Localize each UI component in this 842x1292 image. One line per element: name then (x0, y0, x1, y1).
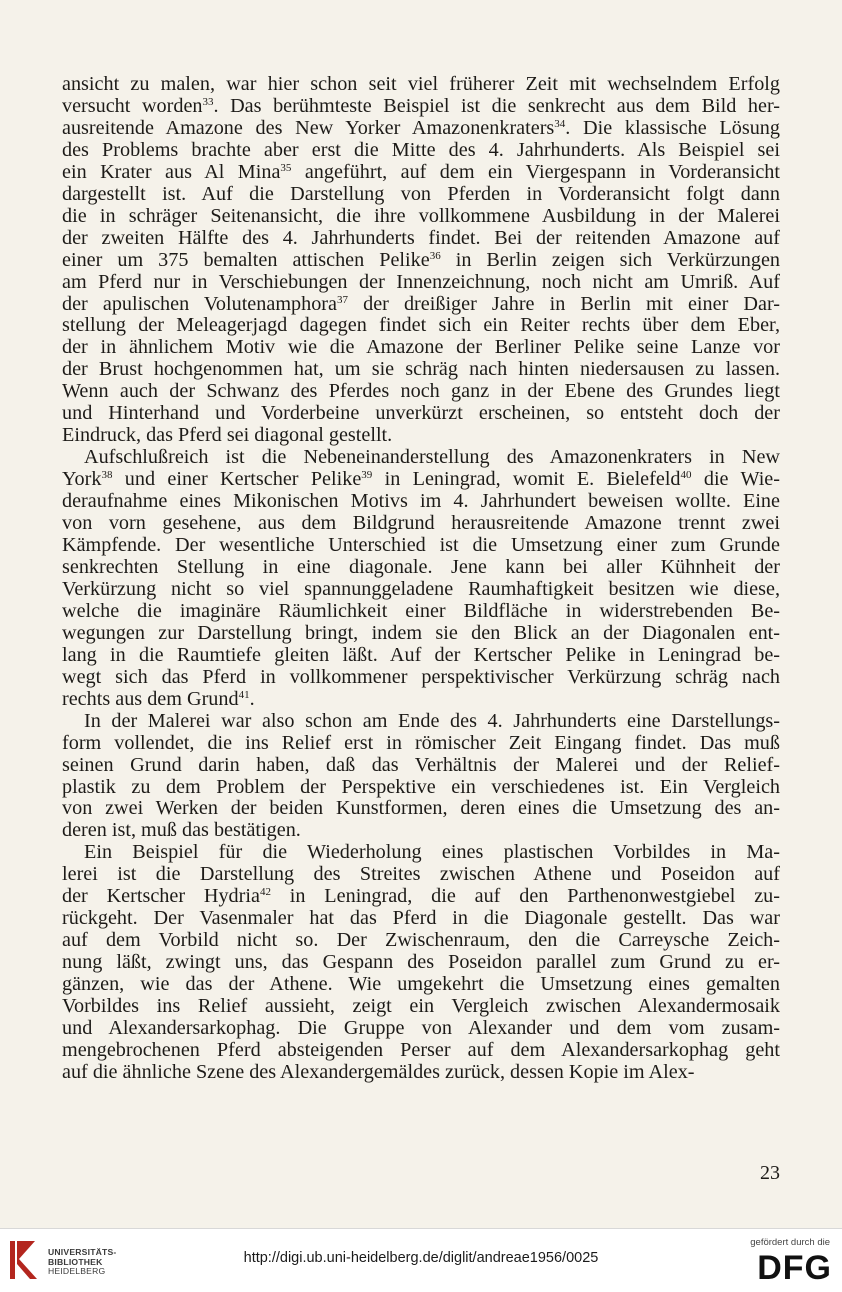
text-line: der zweiten Hälfte des 4. Jahrhunderts findet. Bei der reitenden Amazone auf (62, 226, 780, 249)
text-line: und Hinterhand und Vorderbeine unverkürzt erscheinen, so entsteht doch der (62, 402, 780, 425)
text-line: deren ist, muß das bestätigen. (62, 819, 301, 842)
dfg-logo[interactable]: DFG (757, 1249, 832, 1287)
text-line: plastik zu dem Problem der Perspektive ein verschiedenes ist. Ein Vergleich (62, 775, 780, 798)
text-line: von zwei Werken der beiden Kunstformen, deren eines die Umsetzung des an- (62, 797, 780, 820)
text-line: rückgeht. Der Vasenmaler hat das Pferd in die Diagonale gestellt. Das war (62, 907, 780, 930)
text-line: Verkürzung nicht so viel spannunggeladene Raumhaftigkeit besitzen wie diese, (62, 577, 780, 600)
text-line: des Problems brachte aber erst die Mitte des 4. Jahrhunderts. Als Beispiel sei (62, 138, 780, 161)
text-line: ein Krater aus Al Mina$^{35}$ angeführt, auf dem ein Viergespann in Vorderansicht (62, 160, 780, 183)
text-line: form vollendet, die ins Relief erst in römischer Zeit Eingang findet. Das muß (62, 731, 780, 754)
text-line: einer um 375 bemalten attischen Pelike$^{36}$ in Berlin zeigen sich Verkürzungen (62, 248, 780, 271)
text-line: der in ähnlichem Motiv wie die Amazone der Berliner Pelike seine Lanze vor (62, 336, 780, 359)
text-line: die in schräger Seitenansicht, die ihre vollkommene Ausbildung in der Malerei (62, 204, 780, 227)
page-number: 23 (760, 1162, 780, 1184)
institution-line: HEIDELBERG (48, 1266, 106, 1277)
text-line: wegungen zur Darstellung bringt, indem sie den Blick an der Diagonalen ent- (62, 621, 780, 644)
text-line: Wenn auch der Schwanz des Pferdes noch ganz in der Ebene des Grundes liegt (62, 380, 780, 403)
text-line: Eindruck, das Pferd sei diagonal gestellt. (62, 424, 393, 447)
text-line: der apulischen Volutenamphora$^{37}$ der dreißiger Jahre in Berlin mit einer Dar- (62, 292, 780, 315)
text-line: der Brust hochgenommen hat, um sie schräg nach hinten niedersausen zu lassen. (62, 358, 780, 381)
institution-line: BIBLIOTHEK (48, 1256, 103, 1267)
text-line: auf die ähnliche Szene des Alexandergemäldes zurück, dessen Kopie im Alex- (62, 1060, 695, 1083)
text-line: lerei ist die Darstellung des Streites zwischen Athene und Poseidon auf (62, 863, 780, 886)
sponsor-text: gefördert durch die (750, 1237, 830, 1248)
viewer-footer (0, 1228, 842, 1292)
text-line: In der Malerei war also schon am Ende des 4. Jahrhunderts eine Darstellungs- (84, 709, 780, 732)
text-line: nung läßt, zwingt uns, das Gespann des Poseidon parallel zum Grund zu er- (62, 951, 780, 974)
permalink-url[interactable]: http://digi.ub.uni-heidelberg.de/diglit/andreae1956/0025 (243, 1250, 599, 1266)
text-line: von vorn gesehene, aus dem Bildgrund herausreitende Amazone trennt zwei (62, 512, 780, 535)
text-line: dargestellt ist. Auf die Darstellung von Pferden in Vorderansicht folgt dann (62, 182, 780, 205)
text-line: und Alexandersarkophag. Die Gruppe von Alexander und dem vom zusam- (62, 1016, 780, 1039)
text-line: am Pferd nur in Verschiebungen der Innenzeichnung, noch nicht am Umriß. Auf (62, 270, 780, 293)
text-line: ansicht zu malen, war hier schon seit viel früherer Zeit mit wechselndem Erfolg (62, 73, 780, 95)
text-line: Vorbildes ins Relief aussieht, zeigt ein Vergleich zwischen Alexandermosaik (62, 995, 780, 1018)
text-line: deraufnahme eines Mikonischen Motivs im 4. Jahrhundert beweisen wollte. Eine (62, 490, 780, 513)
text-line: senkrechten Stellung in eine diagonale. Jene kann bei aller Kühnheit der (62, 555, 780, 578)
text-line: mengebrochenen Pferd absteigenden Perser auf dem Alexandersarkophag geht (62, 1038, 780, 1061)
text-line: versucht worden$^{33}$. Das berühmteste Beispiel ist die senkrecht aus dem Bild her- (62, 94, 780, 117)
text-line: lang in die Raumtiefe gleiten läßt. Auf der Kertscher Pelike in Leningrad be- (62, 643, 780, 666)
text-line: Kämpfende. Der wesentliche Unterschied ist die Umsetzung einer zum Grunde (62, 534, 780, 557)
institution-line: UNIVERSITÄTS- (48, 1247, 117, 1257)
text-line: stellung der Meleagerjagd dagegen findet sich ein Reiter rechts über dem Eber, (62, 314, 780, 337)
text-line: auf dem Vorbild nicht so. Der Zwischenraum, den die Carreysche Zeich- (62, 929, 780, 952)
text-line: seinen Grund darin haben, daß das Verhältnis der Malerei und der Relief- (62, 753, 780, 776)
text-line: York$^{38}$ und einer Kertscher Pelike$^{39}$ in Leningrad, womit E. Bielefeld$^{40}$ die Wie- (62, 468, 780, 491)
text-line: ausreitende Amazone des New Yorker Amazonenkraters$^{34}$. Die klassische Lösung (62, 116, 780, 139)
text-line: Ein Beispiel für die Wiederholung eines plastischen Vorbildes in Ma- (84, 841, 780, 864)
text-line: wegt sich das Pferd in vollkommener perspektivischer Verkürzung schräg nach (62, 665, 780, 688)
body-text (62, 74, 780, 1084)
text-line: der Kertscher Hydria$^{42}$ in Leningrad, die auf den Parthenonwestgiebel zu- (62, 885, 780, 908)
text-line: rechts aus dem Grund$^{41}$. (62, 687, 255, 710)
text-line: gänzen, wie das der Athene. Wie umgekehrt die Umsetzung eines gemalten (62, 973, 780, 996)
text-line: welche die imaginäre Räumlichkeit einer Bildfläche in widerstrebenden Be- (62, 599, 780, 622)
text-line: Aufschlußreich ist die Nebeneinanderstellung des Amazonenkraters in New (84, 446, 780, 469)
